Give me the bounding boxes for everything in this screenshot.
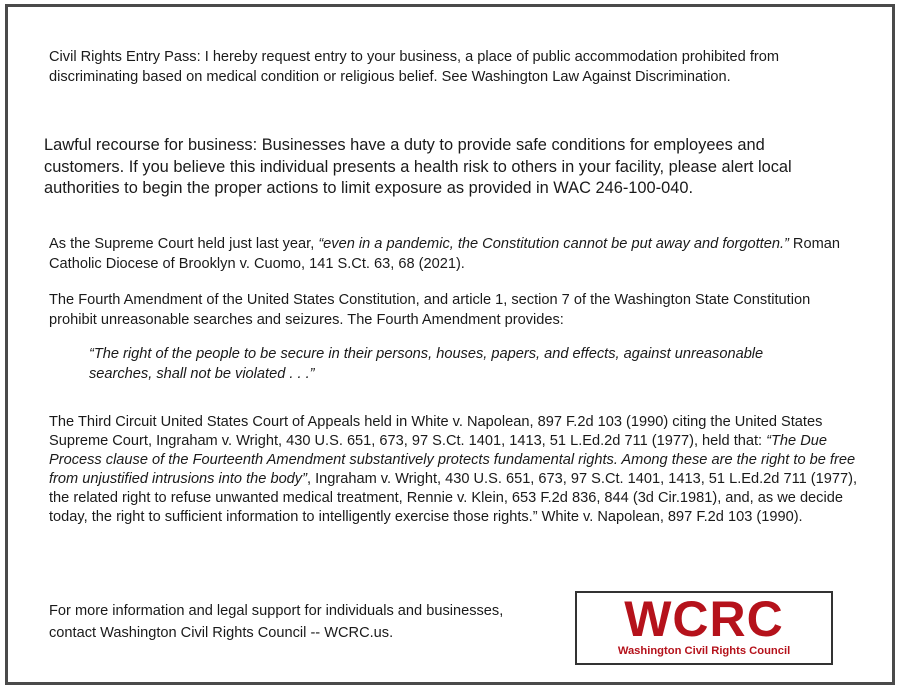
third-circuit-paragraph [49, 413, 859, 527]
third-circuit-text-1: The Third Circuit United States Court of Appeals held in White v. Napolean, 897 F.2d 103 (1990) citing the United States Supreme Court, Ingraham v. Wright, 430 U.S. 651, 673, 97 S.Ct. 1401, 1413, 51 L.Ed.2d 711 (1977), held that: [49, 414, 823, 449]
supreme-court-intro: As the Supreme Court held just last year, [49, 236, 319, 252]
supreme-court-citation: Roman Catholic Diocese of Brooklyn v. Cuomo, 141 S.Ct. 63, 68 (2021). [49, 236, 840, 272]
supreme-court-quote: “even in a pandemic, the Constitution cannot be put away and forgotten.” [318, 236, 789, 252]
third-circuit-text-2: , Ingraham v. Wright, 430 U.S. 651, 673, 97 S.Ct. 1401, 1413, 51 L.Ed.2d 711 (1977), the related right to refuse unwanted medical treatment, Rennie v. Klein, 653 F.2d 836, 844 (3d Cir.1981), and, as we decide today, the right to sufficient information to intelligently exercise those rights.” White v. Napolean, 897 F.2d 103 (1990). [49, 471, 858, 525]
wcrc-logo [575, 591, 833, 665]
third-circuit-quote: “The Due Process clause of the Fourteenth Amendment substantively protects fundamental rights. Among these are the right to be free from unjustified intrusions into the body” [49, 433, 856, 487]
lawful-recourse-paragraph: Lawful recourse for business: Businesses have a duty to provide safe conditions for employees and customers. If you believe this individual presents a health risk to others in your facility, please alert local authorities to begin the proper actions to limit exposure as provided in WAC 246-100-040. [44, 136, 792, 197]
entry-pass-card [5, 4, 895, 685]
entry-pass-paragraph: Civil Rights Entry Pass: I hereby request entry to your business, a place of public accommodation prohibited from discriminating based on medical condition or religious belief. See Washington Law Against Discrimination. [49, 49, 780, 85]
logo-full-name: Washington Civil Rights Council [617, 645, 791, 657]
more-info-text: For more information and legal support for individuals and businesses, contact Washington Civil Rights Council -- WCRC.us. [49, 603, 504, 641]
supreme-court-paragraph [49, 235, 849, 274]
fourth-amendment-quote: “The right of the people to be secure in their persons, houses, papers, and effects, against unreasonable searches, shall not be violated . . .” [89, 346, 764, 382]
fourth-amendment-paragraph: The Fourth Amendment of the United States Constitution, and article 1, section 7 of the Washington State Constitution prohibit unreasonable searches and seizures. The Fourth Amendment provides: [49, 292, 811, 328]
logo-acronym: WCRC [624, 591, 784, 647]
